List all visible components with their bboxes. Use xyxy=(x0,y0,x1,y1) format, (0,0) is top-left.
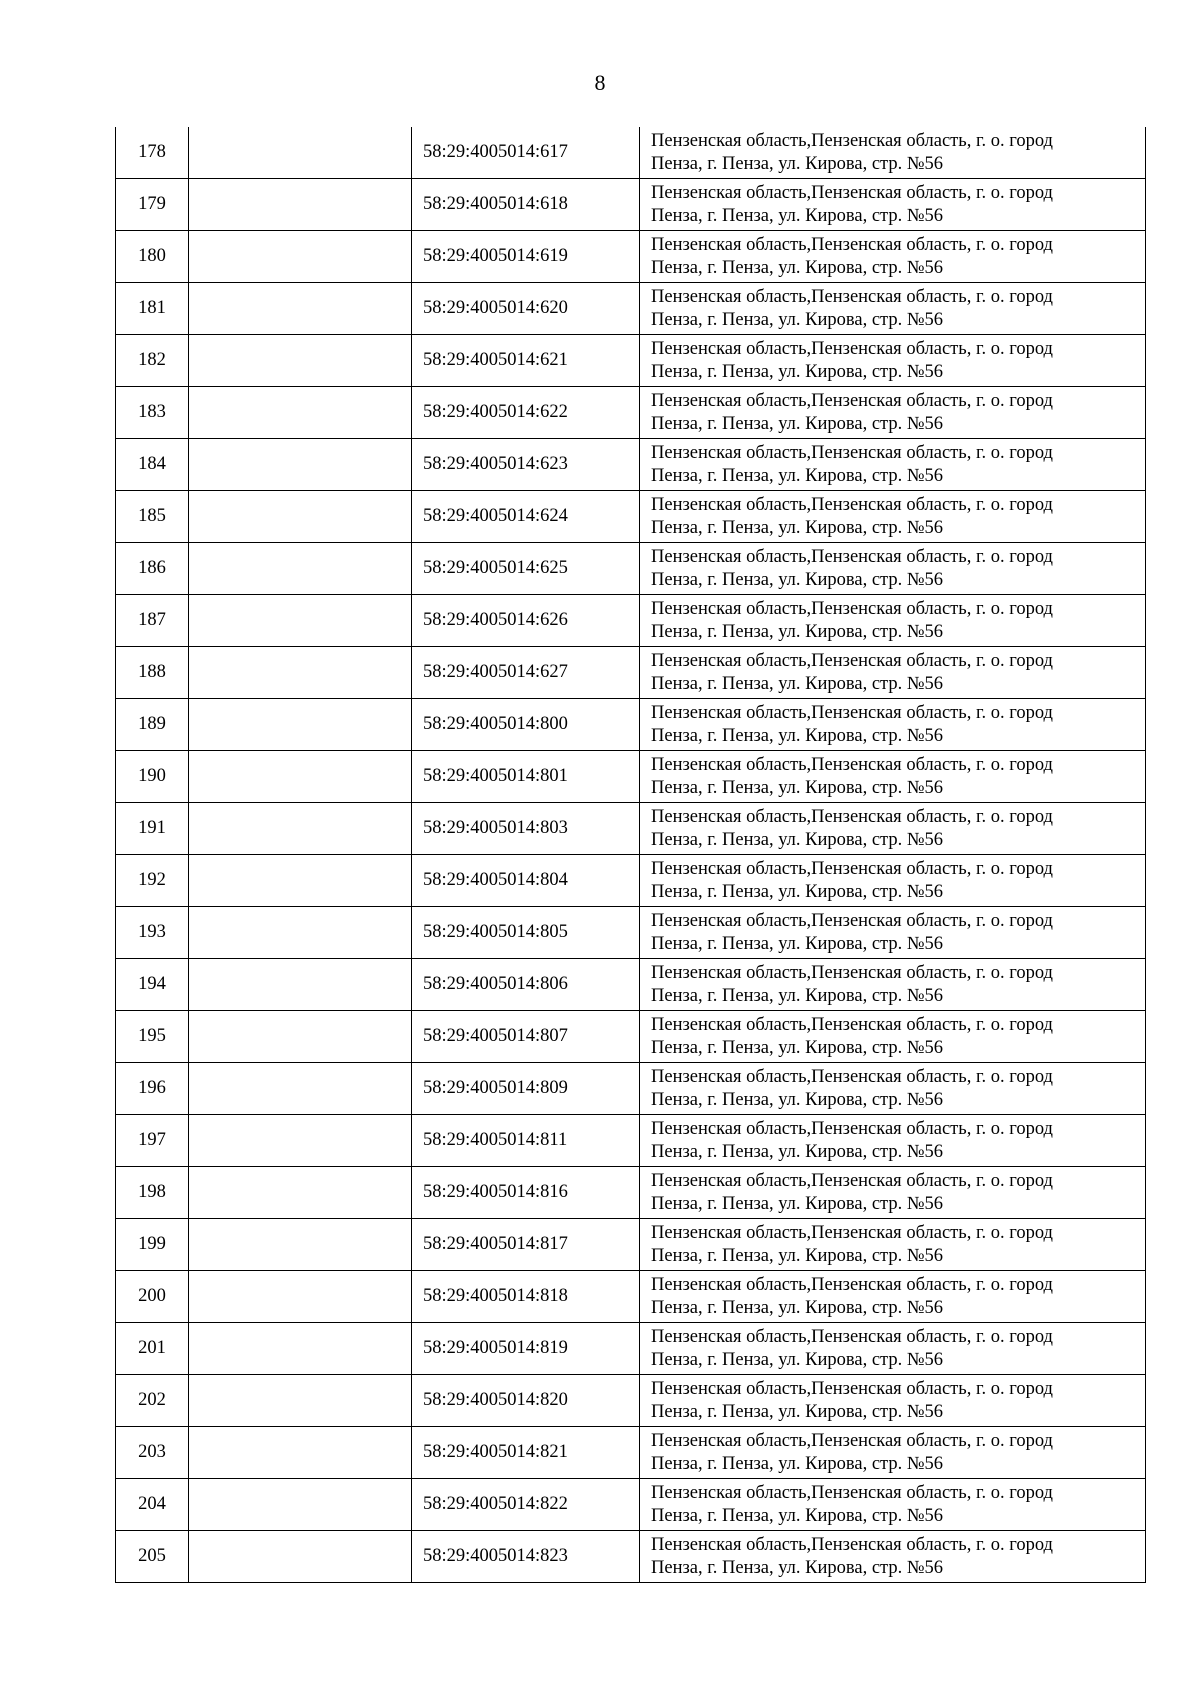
page-number: 8 xyxy=(594,70,606,95)
row-number-cell: 192 xyxy=(116,855,189,907)
cadastral-number-cell: 58:29:4005014:820 xyxy=(412,1375,640,1427)
table-row xyxy=(116,1375,1146,1427)
cadastral-number-cell: 58:29:4005014:809 xyxy=(412,1063,640,1115)
address-line-1: Пензенская область,Пензенская область, г. о. город xyxy=(651,390,1053,411)
address-line-2: Пенза, г. Пенза, ул. Кирова, стр. №56 xyxy=(651,413,944,434)
address-line-1: Пензенская область,Пензенская область, г. о. город xyxy=(651,1326,1053,1347)
cadastral-number-cell: 58:29:4005014:621 xyxy=(412,335,640,387)
table-row xyxy=(116,855,1146,907)
cadastral-number-cell: 58:29:4005014:619 xyxy=(412,231,640,283)
empty-cell xyxy=(189,803,412,855)
cadastral-number-cell: 58:29:4005014:623 xyxy=(412,439,640,491)
empty-cell xyxy=(189,387,412,439)
empty-cell xyxy=(189,335,412,387)
empty-cell xyxy=(189,855,412,907)
address-line-2: Пенза, г. Пенза, ул. Кирова, стр. №56 xyxy=(651,881,944,902)
row-number-cell: 181 xyxy=(116,283,189,335)
address-line-2: Пенза, г. Пенза, ул. Кирова, стр. №56 xyxy=(651,1193,944,1214)
address-line-1: Пензенская область,Пензенская область, г. о. город xyxy=(651,1534,1053,1555)
empty-cell xyxy=(189,543,412,595)
address-line-2: Пенза, г. Пенза, ул. Кирова, стр. №56 xyxy=(651,1141,944,1162)
table-body xyxy=(116,127,1146,1583)
address-line-1: Пензенская область,Пензенская область, г. о. город xyxy=(651,1014,1053,1035)
address-line-2: Пенза, г. Пенза, ул. Кирова, стр. №56 xyxy=(651,1037,944,1058)
address-line-1: Пензенская область,Пензенская область, г. о. город xyxy=(651,442,1053,463)
address-cell xyxy=(640,751,1146,803)
address-cell xyxy=(640,595,1146,647)
empty-cell xyxy=(189,1375,412,1427)
address-cell xyxy=(640,699,1146,751)
empty-cell xyxy=(189,959,412,1011)
row-number-cell: 183 xyxy=(116,387,189,439)
table-row xyxy=(116,1531,1146,1583)
address-line-2: Пенза, г. Пенза, ул. Кирова, стр. №56 xyxy=(651,569,944,590)
table-row xyxy=(116,1323,1146,1375)
table-row xyxy=(116,231,1146,283)
cadastral-number-cell: 58:29:4005014:800 xyxy=(412,699,640,751)
address-cell xyxy=(640,335,1146,387)
address-line-2: Пенза, г. Пенза, ул. Кирова, стр. №56 xyxy=(651,933,944,954)
row-number-cell: 197 xyxy=(116,1115,189,1167)
address-line-1: Пензенская область,Пензенская область, г. о. город xyxy=(651,1170,1053,1191)
table-row xyxy=(116,751,1146,803)
table-row xyxy=(116,387,1146,439)
address-cell xyxy=(640,803,1146,855)
cadastral-number-cell: 58:29:4005014:822 xyxy=(412,1479,640,1531)
empty-cell xyxy=(189,907,412,959)
empty-cell xyxy=(189,127,412,179)
row-number-cell: 201 xyxy=(116,1323,189,1375)
registry-table xyxy=(115,127,1146,1583)
address-cell xyxy=(640,1011,1146,1063)
row-number-cell: 203 xyxy=(116,1427,189,1479)
empty-cell xyxy=(189,179,412,231)
table-row xyxy=(116,699,1146,751)
address-line-1: Пензенская область,Пензенская область, г. о. город xyxy=(651,338,1053,359)
table-row xyxy=(116,1271,1146,1323)
cadastral-number-cell: 58:29:4005014:806 xyxy=(412,959,640,1011)
cadastral-number-cell: 58:29:4005014:821 xyxy=(412,1427,640,1479)
cadastral-number-cell: 58:29:4005014:625 xyxy=(412,543,640,595)
address-cell xyxy=(640,1323,1146,1375)
address-line-1: Пензенская область,Пензенская область, г. о. город xyxy=(651,702,1053,723)
row-number-cell: 187 xyxy=(116,595,189,647)
empty-cell xyxy=(189,1115,412,1167)
row-number-cell: 178 xyxy=(116,127,189,179)
address-line-1: Пензенская область,Пензенская область, г. о. город xyxy=(651,182,1053,203)
cadastral-number-cell: 58:29:4005014:811 xyxy=(412,1115,640,1167)
address-line-2: Пенза, г. Пенза, ул. Кирова, стр. №56 xyxy=(651,725,944,746)
empty-cell xyxy=(189,1479,412,1531)
cadastral-number-cell: 58:29:4005014:627 xyxy=(412,647,640,699)
address-line-1: Пензенская область,Пензенская область, г. о. город xyxy=(651,494,1053,515)
cadastral-number-cell: 58:29:4005014:823 xyxy=(412,1531,640,1583)
cadastral-number-cell: 58:29:4005014:818 xyxy=(412,1271,640,1323)
row-number-cell: 186 xyxy=(116,543,189,595)
empty-cell xyxy=(189,595,412,647)
address-line-2: Пенза, г. Пенза, ул. Кирова, стр. №56 xyxy=(651,673,944,694)
empty-cell xyxy=(189,1271,412,1323)
cadastral-number-cell: 58:29:4005014:807 xyxy=(412,1011,640,1063)
empty-cell xyxy=(189,283,412,335)
address-line-1: Пензенская область,Пензенская область, г. о. город xyxy=(651,546,1053,567)
address-line-1: Пензенская область,Пензенская область, г. о. город xyxy=(651,234,1053,255)
address-line-1: Пензенская область,Пензенская область, г. о. город xyxy=(651,130,1053,151)
table-row xyxy=(116,1219,1146,1271)
address-line-1: Пензенская область,Пензенская область, г. о. город xyxy=(651,650,1053,671)
empty-cell xyxy=(189,1167,412,1219)
empty-cell xyxy=(189,699,412,751)
row-number-cell: 194 xyxy=(116,959,189,1011)
address-cell xyxy=(640,1271,1146,1323)
address-line-2: Пенза, г. Пенза, ул. Кирова, стр. №56 xyxy=(651,517,944,538)
address-line-2: Пенза, г. Пенза, ул. Кирова, стр. №56 xyxy=(651,465,944,486)
row-number-cell: 199 xyxy=(116,1219,189,1271)
row-number-cell: 190 xyxy=(116,751,189,803)
cadastral-number-cell: 58:29:4005014:626 xyxy=(412,595,640,647)
cadastral-number-cell: 58:29:4005014:624 xyxy=(412,491,640,543)
table-row xyxy=(116,1167,1146,1219)
address-cell xyxy=(640,1479,1146,1531)
address-cell xyxy=(640,1375,1146,1427)
row-number-cell: 184 xyxy=(116,439,189,491)
table-row xyxy=(116,1063,1146,1115)
address-line-2: Пенза, г. Пенза, ул. Кирова, стр. №56 xyxy=(651,1297,944,1318)
address-line-2: Пенза, г. Пенза, ул. Кирова, стр. №56 xyxy=(651,1557,944,1578)
address-line-1: Пензенская область,Пензенская область, г. о. город xyxy=(651,1118,1053,1139)
cadastral-number-cell: 58:29:4005014:618 xyxy=(412,179,640,231)
address-cell xyxy=(640,1167,1146,1219)
empty-cell xyxy=(189,491,412,543)
empty-cell xyxy=(189,439,412,491)
empty-cell xyxy=(189,1531,412,1583)
address-line-2: Пенза, г. Пенза, ул. Кирова, стр. №56 xyxy=(651,1453,944,1474)
empty-cell xyxy=(189,1063,412,1115)
address-cell xyxy=(640,1219,1146,1271)
address-line-1: Пензенская область,Пензенская область, г. о. город xyxy=(651,286,1053,307)
table-row xyxy=(116,179,1146,231)
row-number-cell: 195 xyxy=(116,1011,189,1063)
address-cell xyxy=(640,491,1146,543)
cadastral-number-cell: 58:29:4005014:622 xyxy=(412,387,640,439)
table-row xyxy=(116,959,1146,1011)
cadastral-number-cell: 58:29:4005014:620 xyxy=(412,283,640,335)
address-line-1: Пензенская область,Пензенская область, г. о. город xyxy=(651,1066,1053,1087)
table-row xyxy=(116,1427,1146,1479)
address-cell xyxy=(640,231,1146,283)
cadastral-number-cell: 58:29:4005014:804 xyxy=(412,855,640,907)
address-cell xyxy=(640,855,1146,907)
row-number-cell: 205 xyxy=(116,1531,189,1583)
table-row xyxy=(116,1479,1146,1531)
address-line-2: Пенза, г. Пенза, ул. Кирова, стр. №56 xyxy=(651,1401,944,1422)
table-row xyxy=(116,1115,1146,1167)
table-row xyxy=(116,283,1146,335)
cadastral-number-cell: 58:29:4005014:819 xyxy=(412,1323,640,1375)
address-cell xyxy=(640,907,1146,959)
address-line-1: Пензенская область,Пензенская область, г. о. город xyxy=(651,754,1053,775)
cadastral-number-cell: 58:29:4005014:817 xyxy=(412,1219,640,1271)
empty-cell xyxy=(189,1011,412,1063)
address-line-1: Пензенская область,Пензенская область, г. о. город xyxy=(651,1274,1053,1295)
row-number-cell: 193 xyxy=(116,907,189,959)
table-row xyxy=(116,647,1146,699)
empty-cell xyxy=(189,751,412,803)
row-number-cell: 185 xyxy=(116,491,189,543)
address-line-2: Пенза, г. Пенза, ул. Кирова, стр. №56 xyxy=(651,153,944,174)
row-number-cell: 188 xyxy=(116,647,189,699)
row-number-cell: 182 xyxy=(116,335,189,387)
address-line-2: Пенза, г. Пенза, ул. Кирова, стр. №56 xyxy=(651,829,944,850)
address-cell xyxy=(640,283,1146,335)
cadastral-number-cell: 58:29:4005014:617 xyxy=(412,127,640,179)
address-line-2: Пенза, г. Пенза, ул. Кирова, стр. №56 xyxy=(651,985,944,1006)
table-row xyxy=(116,803,1146,855)
address-line-2: Пенза, г. Пенза, ул. Кирова, стр. №56 xyxy=(651,205,944,226)
address-line-2: Пенза, г. Пенза, ул. Кирова, стр. №56 xyxy=(651,777,944,798)
table-row xyxy=(116,543,1146,595)
row-number-cell: 196 xyxy=(116,1063,189,1115)
address-cell xyxy=(640,127,1146,179)
cadastral-number-cell: 58:29:4005014:801 xyxy=(412,751,640,803)
table-row xyxy=(116,439,1146,491)
row-number-cell: 191 xyxy=(116,803,189,855)
address-cell xyxy=(640,959,1146,1011)
table-row xyxy=(116,595,1146,647)
address-line-1: Пензенская область,Пензенская область, г. о. город xyxy=(651,806,1053,827)
row-number-cell: 202 xyxy=(116,1375,189,1427)
address-line-1: Пензенская область,Пензенская область, г. о. город xyxy=(651,1430,1053,1451)
address-cell xyxy=(640,543,1146,595)
address-cell xyxy=(640,1115,1146,1167)
row-number-cell: 204 xyxy=(116,1479,189,1531)
address-cell xyxy=(640,439,1146,491)
address-line-1: Пензенская область,Пензенская область, г. о. город xyxy=(651,910,1053,931)
table-row xyxy=(116,907,1146,959)
empty-cell xyxy=(189,231,412,283)
row-number-cell: 180 xyxy=(116,231,189,283)
table-row xyxy=(116,491,1146,543)
address-cell xyxy=(640,387,1146,439)
address-line-1: Пензенская область,Пензенская область, г. о. город xyxy=(651,1482,1053,1503)
address-cell xyxy=(640,647,1146,699)
address-line-1: Пензенская область,Пензенская область, г. о. город xyxy=(651,598,1053,619)
address-line-2: Пенза, г. Пенза, ул. Кирова, стр. №56 xyxy=(651,621,944,642)
empty-cell xyxy=(189,1323,412,1375)
row-number-cell: 189 xyxy=(116,699,189,751)
address-line-2: Пенза, г. Пенза, ул. Кирова, стр. №56 xyxy=(651,1245,944,1266)
cadastral-number-cell: 58:29:4005014:816 xyxy=(412,1167,640,1219)
cadastral-number-cell: 58:29:4005014:803 xyxy=(412,803,640,855)
table-row xyxy=(116,127,1146,179)
table-row xyxy=(116,1011,1146,1063)
empty-cell xyxy=(189,647,412,699)
row-number-cell: 198 xyxy=(116,1167,189,1219)
address-line-1: Пензенская область,Пензенская область, г. о. город xyxy=(651,1222,1053,1243)
address-cell xyxy=(640,1427,1146,1479)
address-line-2: Пенза, г. Пенза, ул. Кирова, стр. №56 xyxy=(651,1505,944,1526)
address-line-1: Пензенская область,Пензенская область, г. о. город xyxy=(651,858,1053,879)
address-line-2: Пенза, г. Пенза, ул. Кирова, стр. №56 xyxy=(651,1349,944,1370)
address-line-2: Пенза, г. Пенза, ул. Кирова, стр. №56 xyxy=(651,309,944,330)
address-line-2: Пенза, г. Пенза, ул. Кирова, стр. №56 xyxy=(651,257,944,278)
address-line-2: Пенза, г. Пенза, ул. Кирова, стр. №56 xyxy=(651,361,944,382)
address-line-2: Пенза, г. Пенза, ул. Кирова, стр. №56 xyxy=(651,1089,944,1110)
row-number-cell: 200 xyxy=(116,1271,189,1323)
row-number-cell: 179 xyxy=(116,179,189,231)
empty-cell xyxy=(189,1219,412,1271)
address-cell xyxy=(640,179,1146,231)
table-row xyxy=(116,335,1146,387)
address-cell xyxy=(640,1531,1146,1583)
address-line-1: Пензенская область,Пензенская область, г. о. город xyxy=(651,962,1053,983)
cadastral-number-cell: 58:29:4005014:805 xyxy=(412,907,640,959)
address-cell xyxy=(640,1063,1146,1115)
address-line-1: Пензенская область,Пензенская область, г. о. город xyxy=(651,1378,1053,1399)
empty-cell xyxy=(189,1427,412,1479)
